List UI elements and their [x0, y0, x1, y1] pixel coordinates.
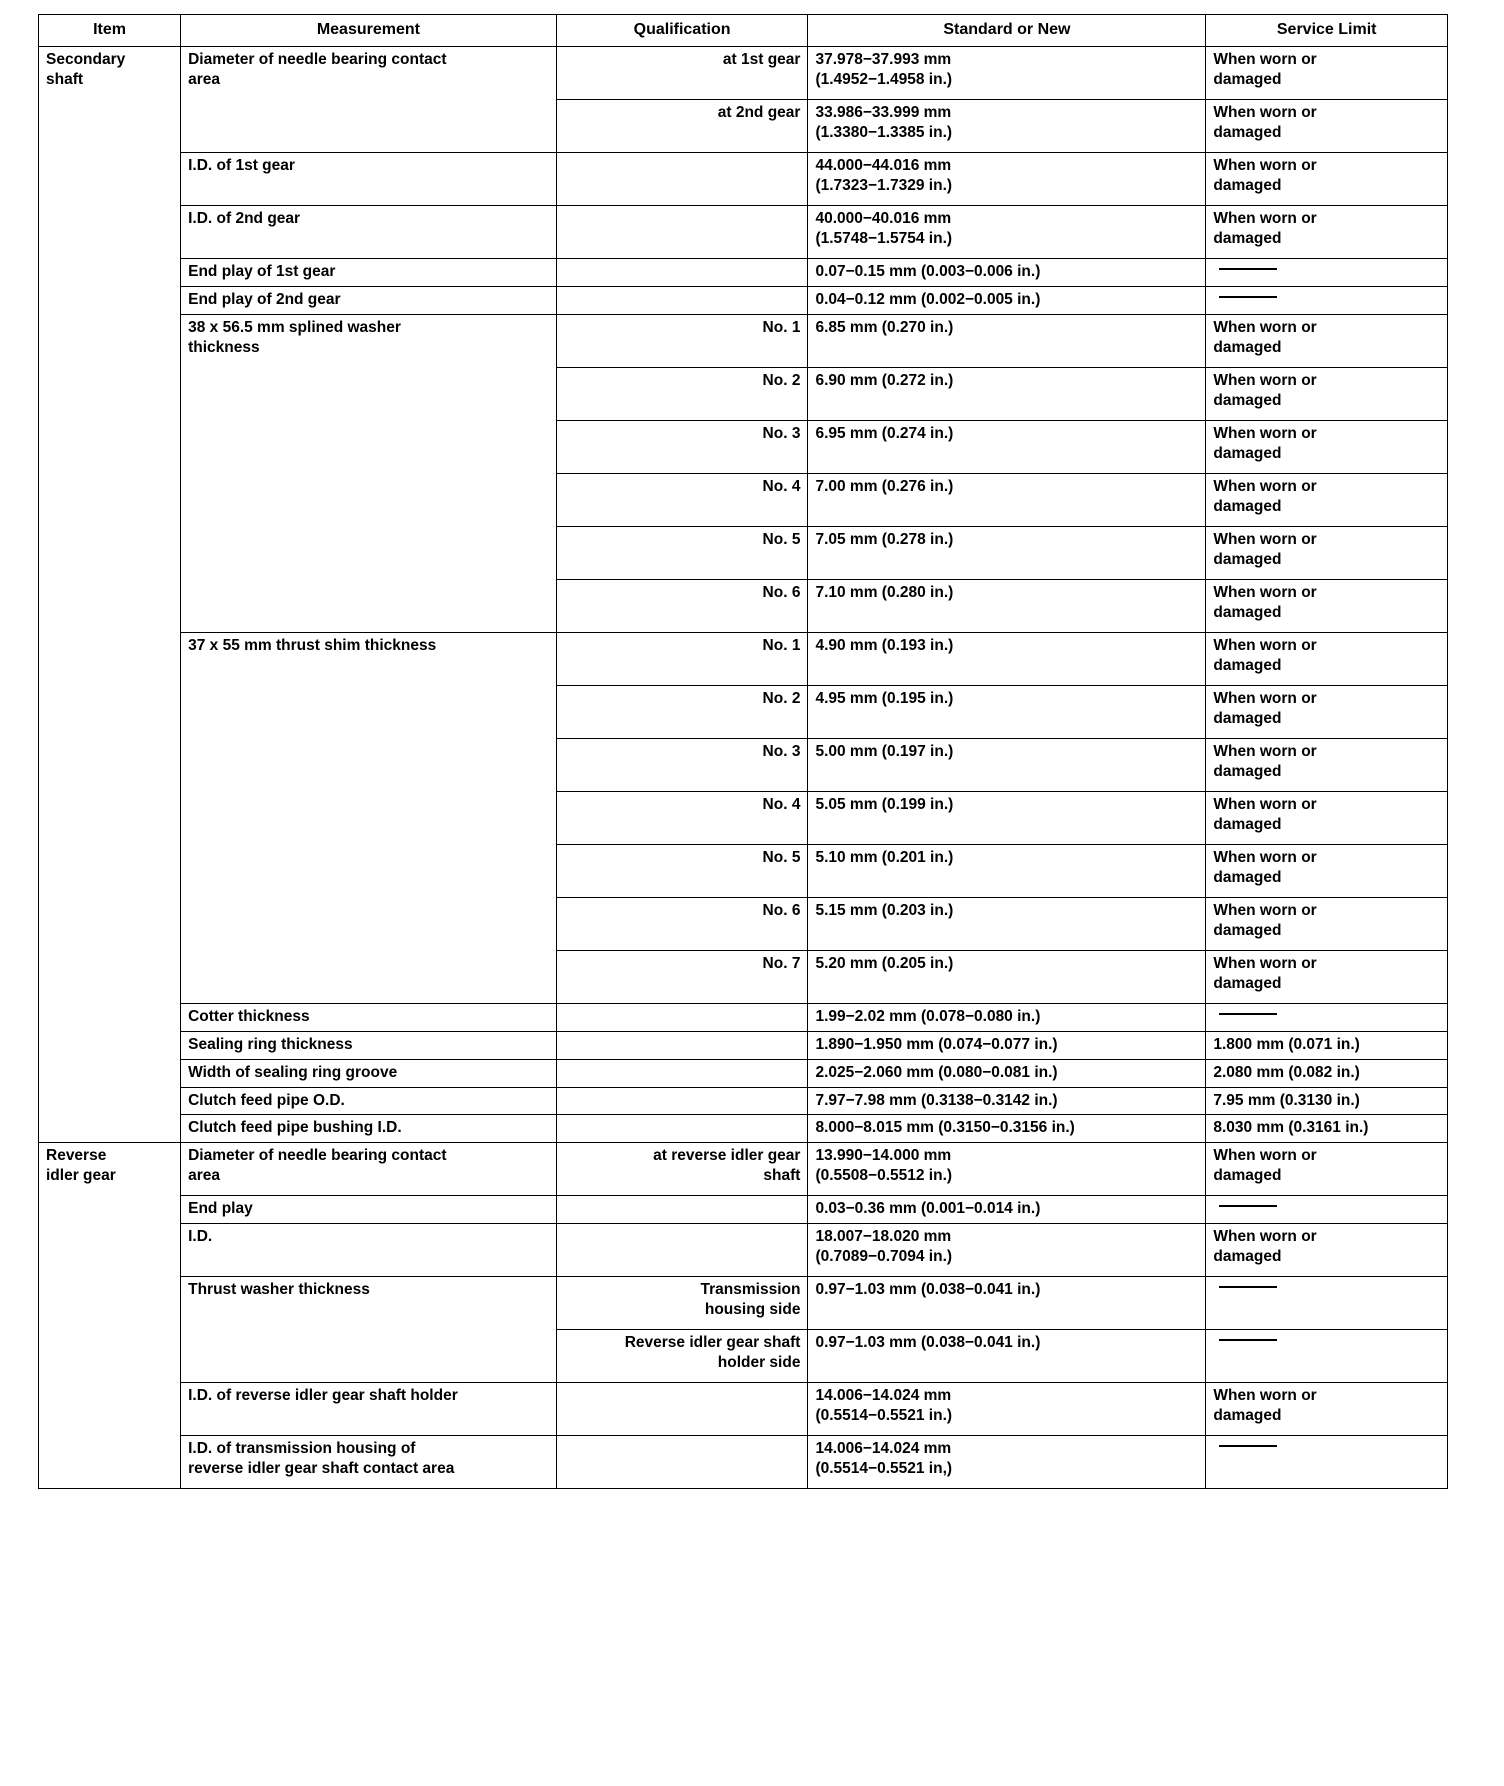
standard-or-new-cell: 5.10 mm (0.201 in.) [808, 845, 1206, 898]
measurement-cell: Clutch feed pipe O.D. [181, 1087, 557, 1115]
table-row [39, 1115, 1448, 1143]
standard-or-new-cell: 0.97−1.03 mm (0.038−0.041 in.) [808, 1330, 1206, 1383]
qualification-cell [556, 206, 808, 259]
table-row [39, 1031, 1448, 1059]
dash-mark [1219, 1286, 1277, 1288]
standard-or-new-cell: 0.97−1.03 mm (0.038−0.041 in.) [808, 1277, 1206, 1330]
service-limit-cell: When worn or damaged [1206, 1143, 1448, 1196]
qualification-cell: No. 2 [556, 368, 808, 421]
qualification-cell: No. 7 [556, 951, 808, 1004]
qualification-cell: No. 3 [556, 421, 808, 474]
column-header-service-limit: Service Limit [1206, 15, 1448, 47]
qualification-cell [556, 1436, 808, 1489]
service-limit-cell: When worn or damaged [1206, 792, 1448, 845]
qualification-cell [556, 1004, 808, 1032]
service-limit-cell [1206, 1277, 1448, 1330]
measurement-cell: End play of 2nd gear [181, 287, 557, 315]
qualification-cell: at 1st gear [556, 47, 808, 100]
standard-or-new-cell: 7.10 mm (0.280 in.) [808, 580, 1206, 633]
standard-or-new-cell: 0.07−0.15 mm (0.003−0.006 in.) [808, 259, 1206, 287]
service-limit-cell [1206, 1436, 1448, 1489]
table-row [39, 206, 1448, 259]
column-header-qualification: Qualification [556, 15, 808, 47]
qualification-cell [556, 1196, 808, 1224]
service-limit-cell: When worn or damaged [1206, 845, 1448, 898]
service-limit-cell [1206, 287, 1448, 315]
column-header-standard-or-new: Standard or New [808, 15, 1206, 47]
service-limit-cell [1206, 1196, 1448, 1224]
table-row [39, 1143, 1448, 1196]
qualification-cell: Transmission housing side [556, 1277, 808, 1330]
qualification-cell [556, 259, 808, 287]
standard-or-new-cell: 7.05 mm (0.278 in.) [808, 527, 1206, 580]
column-header-measurement: Measurement [181, 15, 557, 47]
measurement-cell: Diameter of needle bearing contact area [181, 1143, 557, 1196]
measurement-cell: Sealing ring thickness [181, 1031, 557, 1059]
measurement-cell: I.D. [181, 1224, 557, 1277]
item-cell: Secondary shaft [39, 47, 181, 1143]
standard-or-new-cell: 7.97−7.98 mm (0.3138−0.3142 in.) [808, 1087, 1206, 1115]
service-limit-cell: When worn or damaged [1206, 206, 1448, 259]
service-limit-cell [1206, 259, 1448, 287]
table-row [39, 1087, 1448, 1115]
measurement-cell: End play [181, 1196, 557, 1224]
qualification-cell [556, 1224, 808, 1277]
qualification-cell [556, 1383, 808, 1436]
standard-or-new-cell: 44.000−44.016 mm (1.7323−1.7329 in.) [808, 153, 1206, 206]
service-limit-cell: 8.030 mm (0.3161 in.) [1206, 1115, 1448, 1143]
service-limit-cell: When worn or damaged [1206, 368, 1448, 421]
standard-or-new-cell: 14.006−14.024 mm (0.5514−0.5521 in,) [808, 1436, 1206, 1489]
service-limit-cell: 7.95 mm (0.3130 in.) [1206, 1087, 1448, 1115]
standard-or-new-cell: 6.95 mm (0.274 in.) [808, 421, 1206, 474]
qualification-cell: No. 4 [556, 474, 808, 527]
qualification-cell [556, 153, 808, 206]
table-row [39, 259, 1448, 287]
standard-or-new-cell: 4.95 mm (0.195 in.) [808, 686, 1206, 739]
service-limit-cell: When worn or damaged [1206, 47, 1448, 100]
measurement-cell: I.D. of reverse idler gear shaft holder [181, 1383, 557, 1436]
standard-or-new-cell: 1.99−2.02 mm (0.078−0.080 in.) [808, 1004, 1206, 1032]
standard-or-new-cell: 5.05 mm (0.199 in.) [808, 792, 1206, 845]
service-limit-cell: When worn or damaged [1206, 421, 1448, 474]
service-limit-cell: When worn or damaged [1206, 474, 1448, 527]
measurement-cell: Cotter thickness [181, 1004, 557, 1032]
table-header-row [39, 15, 1448, 47]
service-limit-cell: When worn or damaged [1206, 153, 1448, 206]
standard-or-new-cell: 14.006−14.024 mm (0.5514−0.5521 in.) [808, 1383, 1206, 1436]
measurement-cell: Width of sealing ring groove [181, 1059, 557, 1087]
service-limit-cell: 1.800 mm (0.071 in.) [1206, 1031, 1448, 1059]
qualification-cell: at reverse idler gear shaft [556, 1143, 808, 1196]
service-limit-cell: When worn or damaged [1206, 315, 1448, 368]
service-limit-cell: When worn or damaged [1206, 951, 1448, 1004]
measurement-cell: 38 x 56.5 mm splined washer thickness [181, 315, 557, 633]
measurement-cell: Clutch feed pipe bushing I.D. [181, 1115, 557, 1143]
service-limit-cell: When worn or damaged [1206, 527, 1448, 580]
standard-or-new-cell: 33.986−33.999 mm (1.3380−1.3385 in.) [808, 100, 1206, 153]
qualification-cell [556, 287, 808, 315]
measurement-cell: I.D. of 2nd gear [181, 206, 557, 259]
table-body [39, 47, 1448, 1489]
service-limit-cell [1206, 1330, 1448, 1383]
column-header-item: Item [39, 15, 181, 47]
service-limit-cell: When worn or damaged [1206, 898, 1448, 951]
qualification-cell [556, 1059, 808, 1087]
measurement-cell: End play of 1st gear [181, 259, 557, 287]
measurement-cell: I.D. of 1st gear [181, 153, 557, 206]
table-row [39, 1004, 1448, 1032]
qualification-cell: No. 1 [556, 633, 808, 686]
table-row [39, 1196, 1448, 1224]
standard-or-new-cell: 5.00 mm (0.197 in.) [808, 739, 1206, 792]
qualification-cell: No. 5 [556, 845, 808, 898]
qualification-cell: Reverse idler gear shaft holder side [556, 1330, 808, 1383]
table-row [39, 1059, 1448, 1087]
standard-or-new-cell: 2.025−2.060 mm (0.080−0.081 in.) [808, 1059, 1206, 1087]
service-limit-cell: When worn or damaged [1206, 633, 1448, 686]
table-row [39, 1383, 1448, 1436]
standard-or-new-cell: 37.978−37.993 mm (1.4952−1.4958 in.) [808, 47, 1206, 100]
service-limit-cell: When worn or damaged [1206, 580, 1448, 633]
qualification-cell: No. 1 [556, 315, 808, 368]
service-limit-cell: When worn or damaged [1206, 686, 1448, 739]
table-row [39, 633, 1448, 686]
table-row [39, 47, 1448, 100]
service-limit-cell [1206, 1004, 1448, 1032]
qualification-cell: No. 6 [556, 580, 808, 633]
service-limit-cell: When worn or damaged [1206, 739, 1448, 792]
qualification-cell: No. 2 [556, 686, 808, 739]
dash-mark [1219, 268, 1277, 270]
qualification-cell: at 2nd gear [556, 100, 808, 153]
qualification-cell: No. 6 [556, 898, 808, 951]
table-row [39, 1436, 1448, 1489]
dash-mark [1219, 1445, 1277, 1447]
qualification-cell: No. 5 [556, 527, 808, 580]
specifications-table [38, 14, 1448, 1489]
dash-mark [1219, 1339, 1277, 1341]
qualification-cell [556, 1087, 808, 1115]
standard-or-new-cell: 7.00 mm (0.276 in.) [808, 474, 1206, 527]
service-limit-cell: 2.080 mm (0.082 in.) [1206, 1059, 1448, 1087]
dash-mark [1219, 296, 1277, 298]
dash-mark [1219, 1013, 1277, 1015]
qualification-cell [556, 1031, 808, 1059]
table-row [39, 315, 1448, 368]
standard-or-new-cell: 6.90 mm (0.272 in.) [808, 368, 1206, 421]
standard-or-new-cell: 5.15 mm (0.203 in.) [808, 898, 1206, 951]
measurement-cell: Diameter of needle bearing contact area [181, 47, 557, 153]
standard-or-new-cell: 0.03−0.36 mm (0.001−0.014 in.) [808, 1196, 1206, 1224]
table-row [39, 1277, 1448, 1330]
dash-mark [1219, 1205, 1277, 1207]
service-limit-cell: When worn or damaged [1206, 1224, 1448, 1277]
service-limit-cell: When worn or damaged [1206, 1383, 1448, 1436]
measurement-cell: 37 x 55 mm thrust shim thickness [181, 633, 557, 1004]
table-row [39, 153, 1448, 206]
standard-or-new-cell: 18.007−18.020 mm (0.7089−0.7094 in.) [808, 1224, 1206, 1277]
standard-or-new-cell: 4.90 mm (0.193 in.) [808, 633, 1206, 686]
table-row [39, 1224, 1448, 1277]
standard-or-new-cell: 8.000−8.015 mm (0.3150−0.3156 in.) [808, 1115, 1206, 1143]
table-row [39, 287, 1448, 315]
standard-or-new-cell: 5.20 mm (0.205 in.) [808, 951, 1206, 1004]
qualification-cell: No. 4 [556, 792, 808, 845]
service-limit-cell: When worn or damaged [1206, 100, 1448, 153]
qualification-cell: No. 3 [556, 739, 808, 792]
measurement-cell: Thrust washer thickness [181, 1277, 557, 1383]
item-cell: Reverse idler gear [39, 1143, 181, 1489]
standard-or-new-cell: 13.990−14.000 mm (0.5508−0.5512 in.) [808, 1143, 1206, 1196]
measurement-cell: I.D. of transmission housing of reverse idler gear shaft contact area [181, 1436, 557, 1489]
standard-or-new-cell: 6.85 mm (0.270 in.) [808, 315, 1206, 368]
standard-or-new-cell: 1.890−1.950 mm (0.074−0.077 in.) [808, 1031, 1206, 1059]
standard-or-new-cell: 0.04−0.12 mm (0.002−0.005 in.) [808, 287, 1206, 315]
standard-or-new-cell: 40.000−40.016 mm (1.5748−1.5754 in.) [808, 206, 1206, 259]
qualification-cell [556, 1115, 808, 1143]
